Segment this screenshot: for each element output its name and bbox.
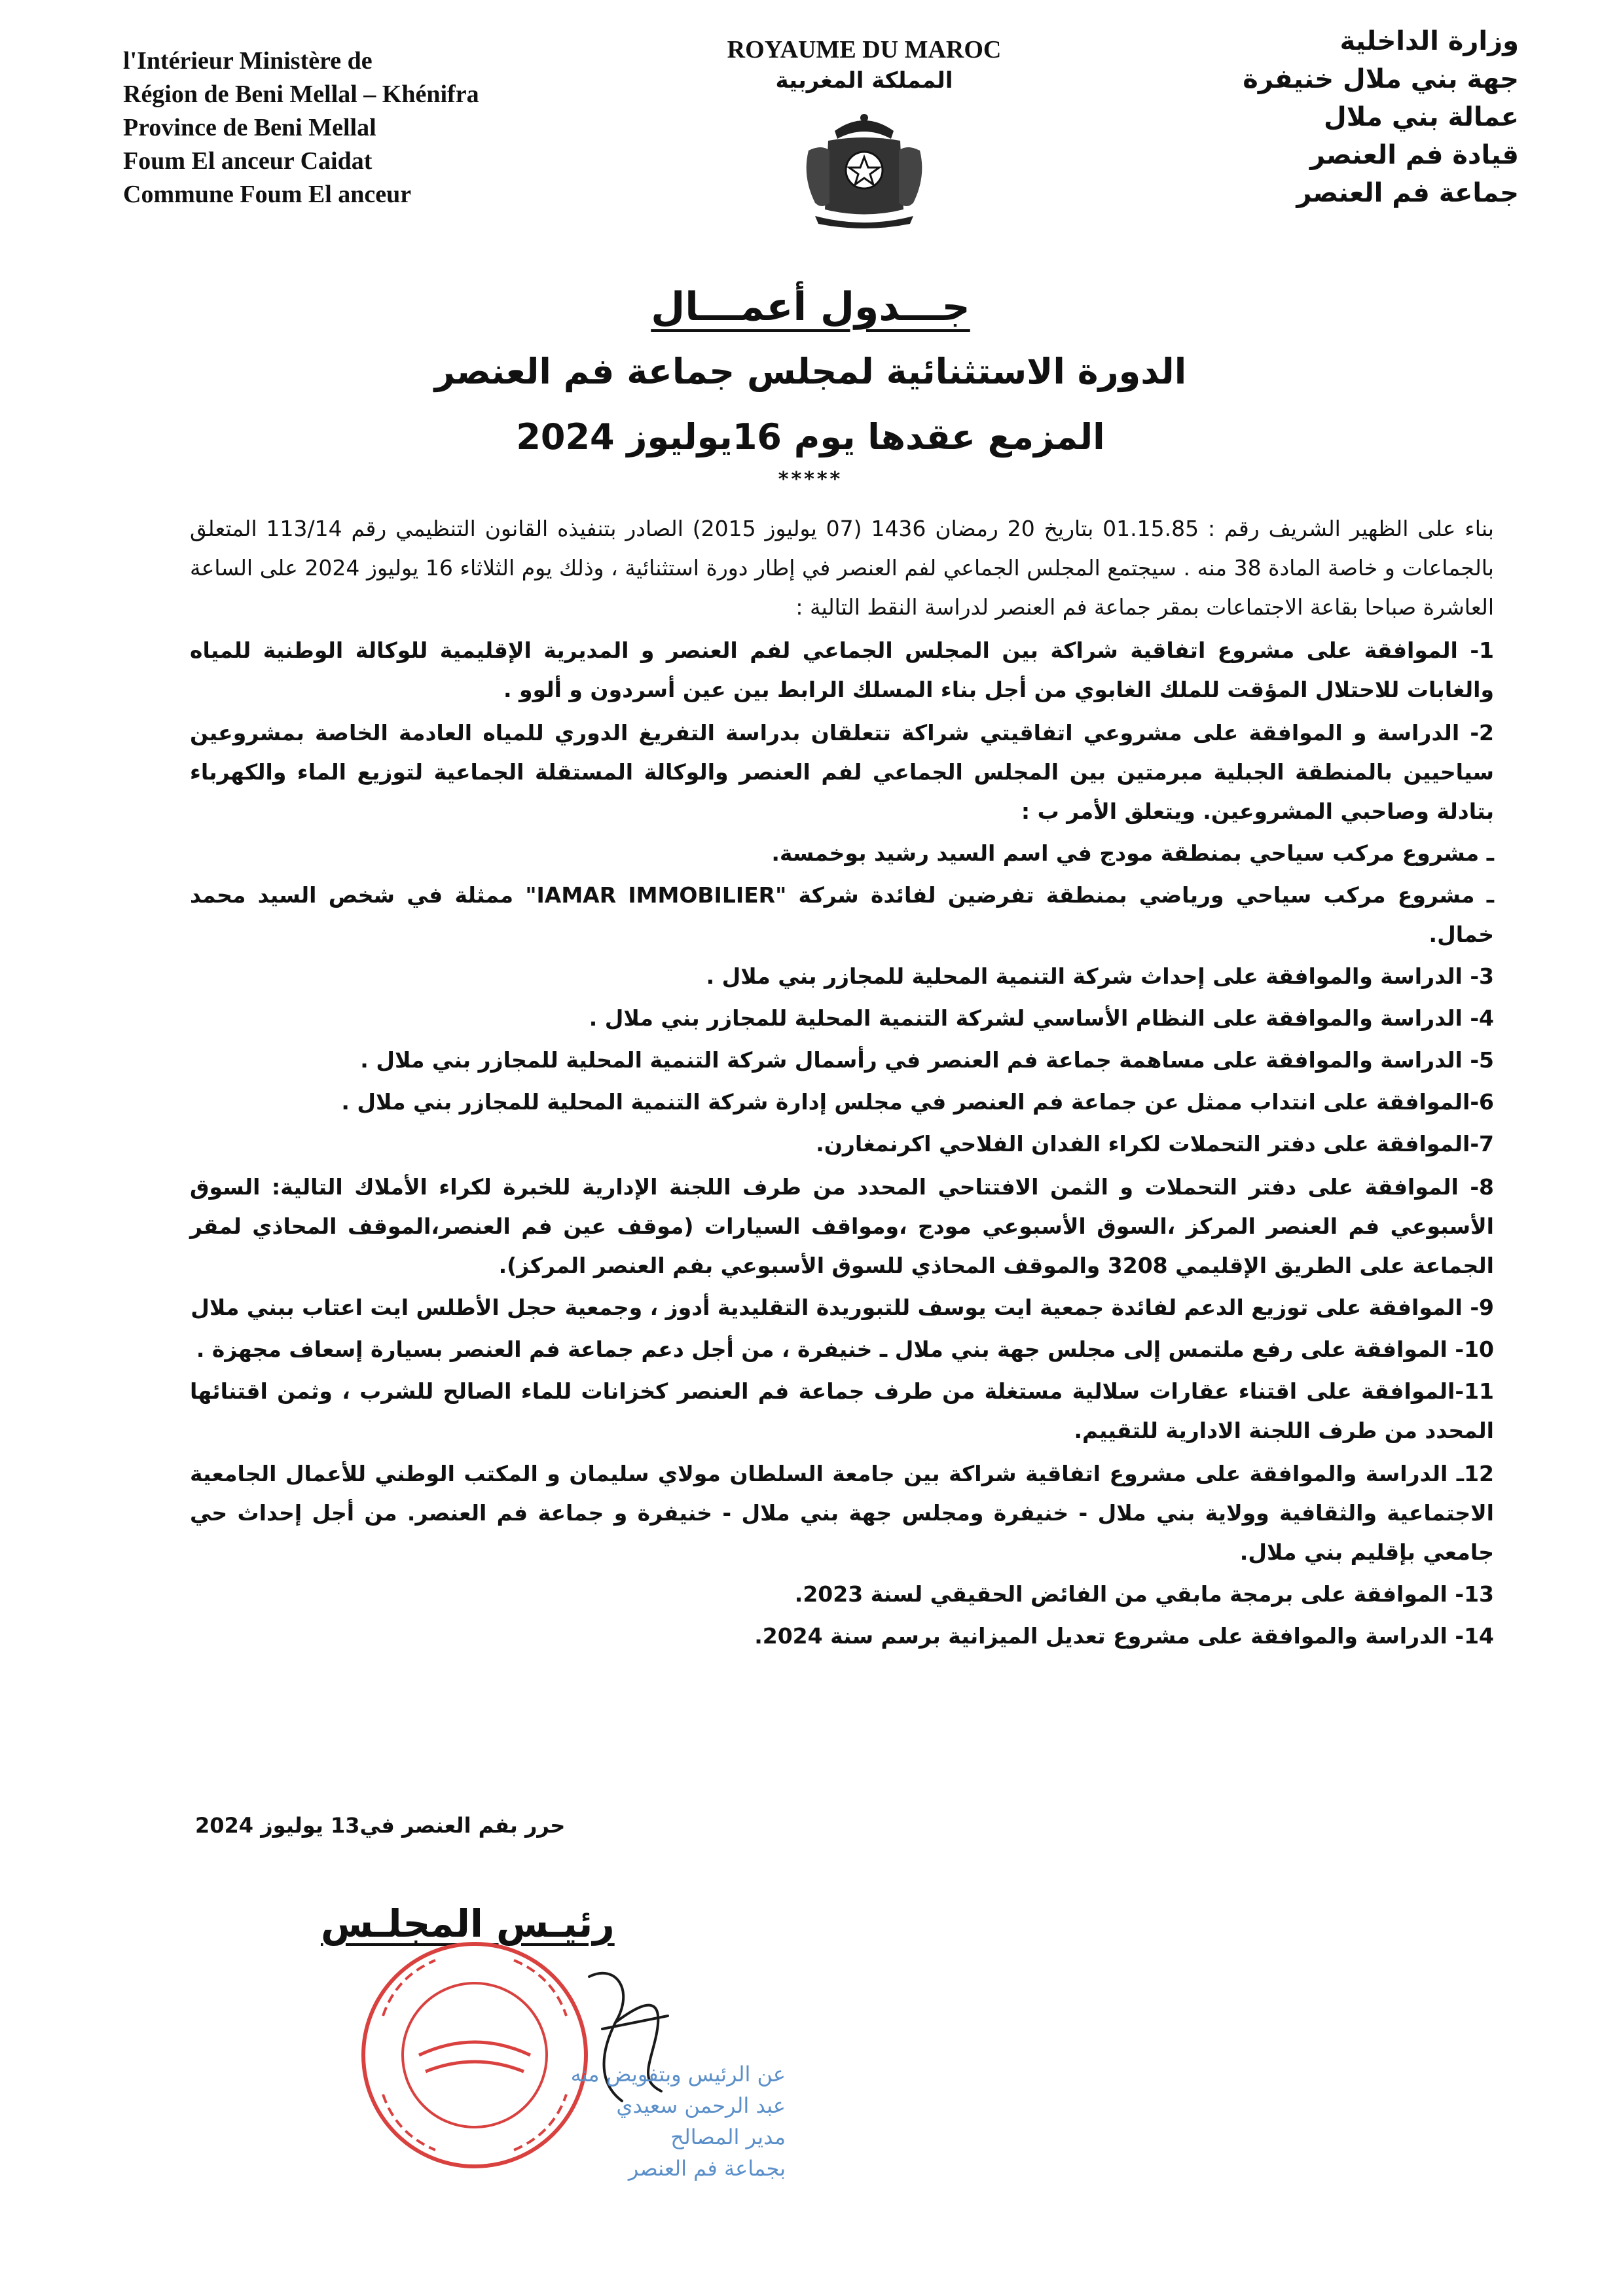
agenda-title: جـــدول أعمـــال: [651, 284, 970, 330]
header-left-french: [123, 45, 581, 211]
kingdom-title-ar: المملكة المغربية: [775, 67, 953, 94]
signatory-commune: بجماعة فم العنصر: [628, 2156, 786, 2181]
agenda-item-7: 7-الموافقة على دفتر التحملات لكراء الفدان الفلاحي اكرنمغارن.: [816, 1131, 1494, 1157]
agenda-item-2-project-b: ـ مشروع مركب سياحي ورياضي بمنطقة تفرضين لفائدة شركة "IAMAR IMMOBILIER" ممثلة في شخص السيد محمد خمال.: [190, 882, 1494, 947]
agenda-item-8: 8- الموافقة على دفتر التحملات و الثمن الافتتاحي المحدد من طرف اللجنة الإدارية للخبرة لكراء الأملاك التالية: السوق الأسبوعي فم العنصر المركز ،السوق الأسبوعي مودج ،ومواقف السيارات (موقف عين فم العنصر،الموقف المحاذي لمقر الجماعة على الطريق الإقليمي 3208 والموقف المحاذي للسوق الأسبوعي بفم العنصر المركز).: [190, 1174, 1494, 1278]
agenda-item-10: 10- الموافقة على رفع ملتمس إلى مجلس جهة بني ملال ـ خنيفرة ، من أجل دعم جماعة فم العنصر بسيارة إسعاف مجهزة .: [196, 1336, 1494, 1362]
agenda-item-4: 4- الدراسة والموافقة على النظام الأساسي لشركة التنمية المحلية للمجازر بني ملال .: [589, 1005, 1494, 1031]
delegation-line: عن الرئيس وبتفويض منه: [570, 2062, 786, 2087]
agenda-item-14: 14- الدراسة والموافقة على مشروع تعديل الميزانية برسم سنة 2024.: [754, 1623, 1494, 1649]
agenda-item-1: 1- الموافقة على مشروع اتفاقية شراكة بين المجلس الجماعي لفم العنصر و المديرية الإقليمية للوكالة الوطنية للمياه والغابات للاحتلال المؤقت للملك الغابوي من أجل بناء المسلك الرابط بين عين أسردون و ألوو .: [190, 637, 1494, 702]
header-left-line: l'Intérieur Ministère de: [123, 47, 373, 75]
header-right-line: جهة بني ملال خنيفرة: [1243, 64, 1519, 94]
header-left-line: Foum El anceur Caidat: [123, 147, 373, 175]
agenda-body: [190, 509, 1494, 1656]
header-left-line: Commune Foum El anceur: [123, 181, 412, 208]
president-title: رئيـس المجلـس: [321, 1901, 615, 1946]
royal-emblem-icon: [789, 105, 939, 229]
header-right-line: قيادة فم العنصر: [1309, 140, 1519, 170]
delegation-signature-block: [498, 2058, 786, 2184]
header-right-line: جماعة فم العنصر: [1296, 178, 1519, 208]
signatory-role: مدير المصالح: [670, 2125, 786, 2149]
signatory-name: عبد الرحمن سعيدي: [616, 2093, 786, 2118]
header-right-line: وزارة الداخلية: [1339, 26, 1519, 56]
agenda-item-3: 3- الدراسة والموافقة على إحداث شركة التنمية المحلية للمجازر بني ملال .: [706, 963, 1494, 989]
agenda-item-11: 11-الموافقة على اقتناء عقارات سلالية مستغلة من طرف جماعة فم العنصر كخزانات للماء الصالح للشرب ، وثمن اقتنائها المحدد من طرف اللجنة الادارية للتقييم.: [190, 1378, 1494, 1443]
header-center: [694, 34, 1034, 229]
agenda-item-12: 12ـ الدراسة والموافقة على مشروع اتفاقية شراكة بين جامعة السلطان مولاي سليمان و المكتب الوطني للأعمال الجامعية الاجتماعية والثقافية وولاية بني ملال - خنيفرة ومجلس جهة بني ملال - خنيفرة و جماعة فم العنصر. من أجل إحداث حي جامعي بإقليم بني ملال.: [190, 1461, 1494, 1565]
header-right-line: عمالة بني ملال: [1324, 102, 1519, 132]
header-left-line: Province de Beni Mellal: [123, 114, 376, 141]
title-block: [0, 275, 1621, 490]
intro-paragraph: بناء على الظهير الشريف رقم : 01.15.85 بتاريخ 20 رمضان 1436 (07 يوليوز 2015) الصادر بتنفيذه القانون التنظيمي رقم 113/14 المتعلق بالجماعات و خاصة المادة 38 منه . سيجتمع المجلس الجماعي لفم العنصر في إطار دورة استثنائية ، وذلك يوم الثلاثاء 16 يوليوز 2024 على الساعة العاشرة صباحا بقاعة الاجتماعات بمقر جماعة فم العنصر لدراسة النقط التالية :: [190, 516, 1494, 620]
title-separator: *****: [778, 468, 843, 491]
dateline: حرر بفم العنصر في13 يوليوز 2024: [195, 1813, 566, 1838]
header-left-line: Région de Beni Mellal – Khénifra: [123, 81, 479, 108]
header-right-arabic: [1100, 22, 1519, 212]
agenda-item-2: 2- الدراسة و الموافقة على مشروعي اتفاقيتي شراكة تتعلقان بدراسة التفريغ الدوري للمياه العادمة الخاصة بمشروعين سياحيين بالمنطقة الجبلية مبرمتين بين المجلس الجماعي لفم العنصر والوكالة المستقلة الجماعية لتوزيع الماء والكهرباء بتادلة وصاحبي المشروعين. ويتعلق الأمر ب :: [190, 720, 1494, 824]
kingdom-title-fr: ROYAUME DU MAROC: [727, 36, 1002, 63]
agenda-item-6: 6-الموافقة على انتداب ممثل عن جماعة فم العنصر في مجلس إدارة شركة التنمية المحلية للمجازر بني ملال .: [341, 1089, 1494, 1115]
session-date: المزمع عقدها يوم 16يوليوز 2024: [516, 416, 1105, 457]
agenda-item-5: 5- الدراسة والموافقة على مساهمة جماعة فم العنصر في رأسمال شركة التنمية المحلية للمجازر بني ملال .: [360, 1047, 1494, 1073]
session-title: الدورة الاستثنائية لمجلس جماعة فم العنصر: [434, 351, 1187, 392]
agenda-item-13: 13- الموافقة على برمجة مابقي من الفائض الحقيقي لسنة 2023.: [794, 1581, 1494, 1607]
agenda-item-2-project-a: ـ مشروع مركب سياحي بمنطقة مودج في اسم السيد رشيد بوخمسة.: [771, 840, 1494, 866]
agenda-item-9: 9- الموافقة على توزيع الدعم لفائدة جمعية ايت يوسف للتبوريدة التقليدية أدوز ، وجمعية حجل الأطلس ايت اعتاب ببني ملال: [191, 1295, 1494, 1320]
